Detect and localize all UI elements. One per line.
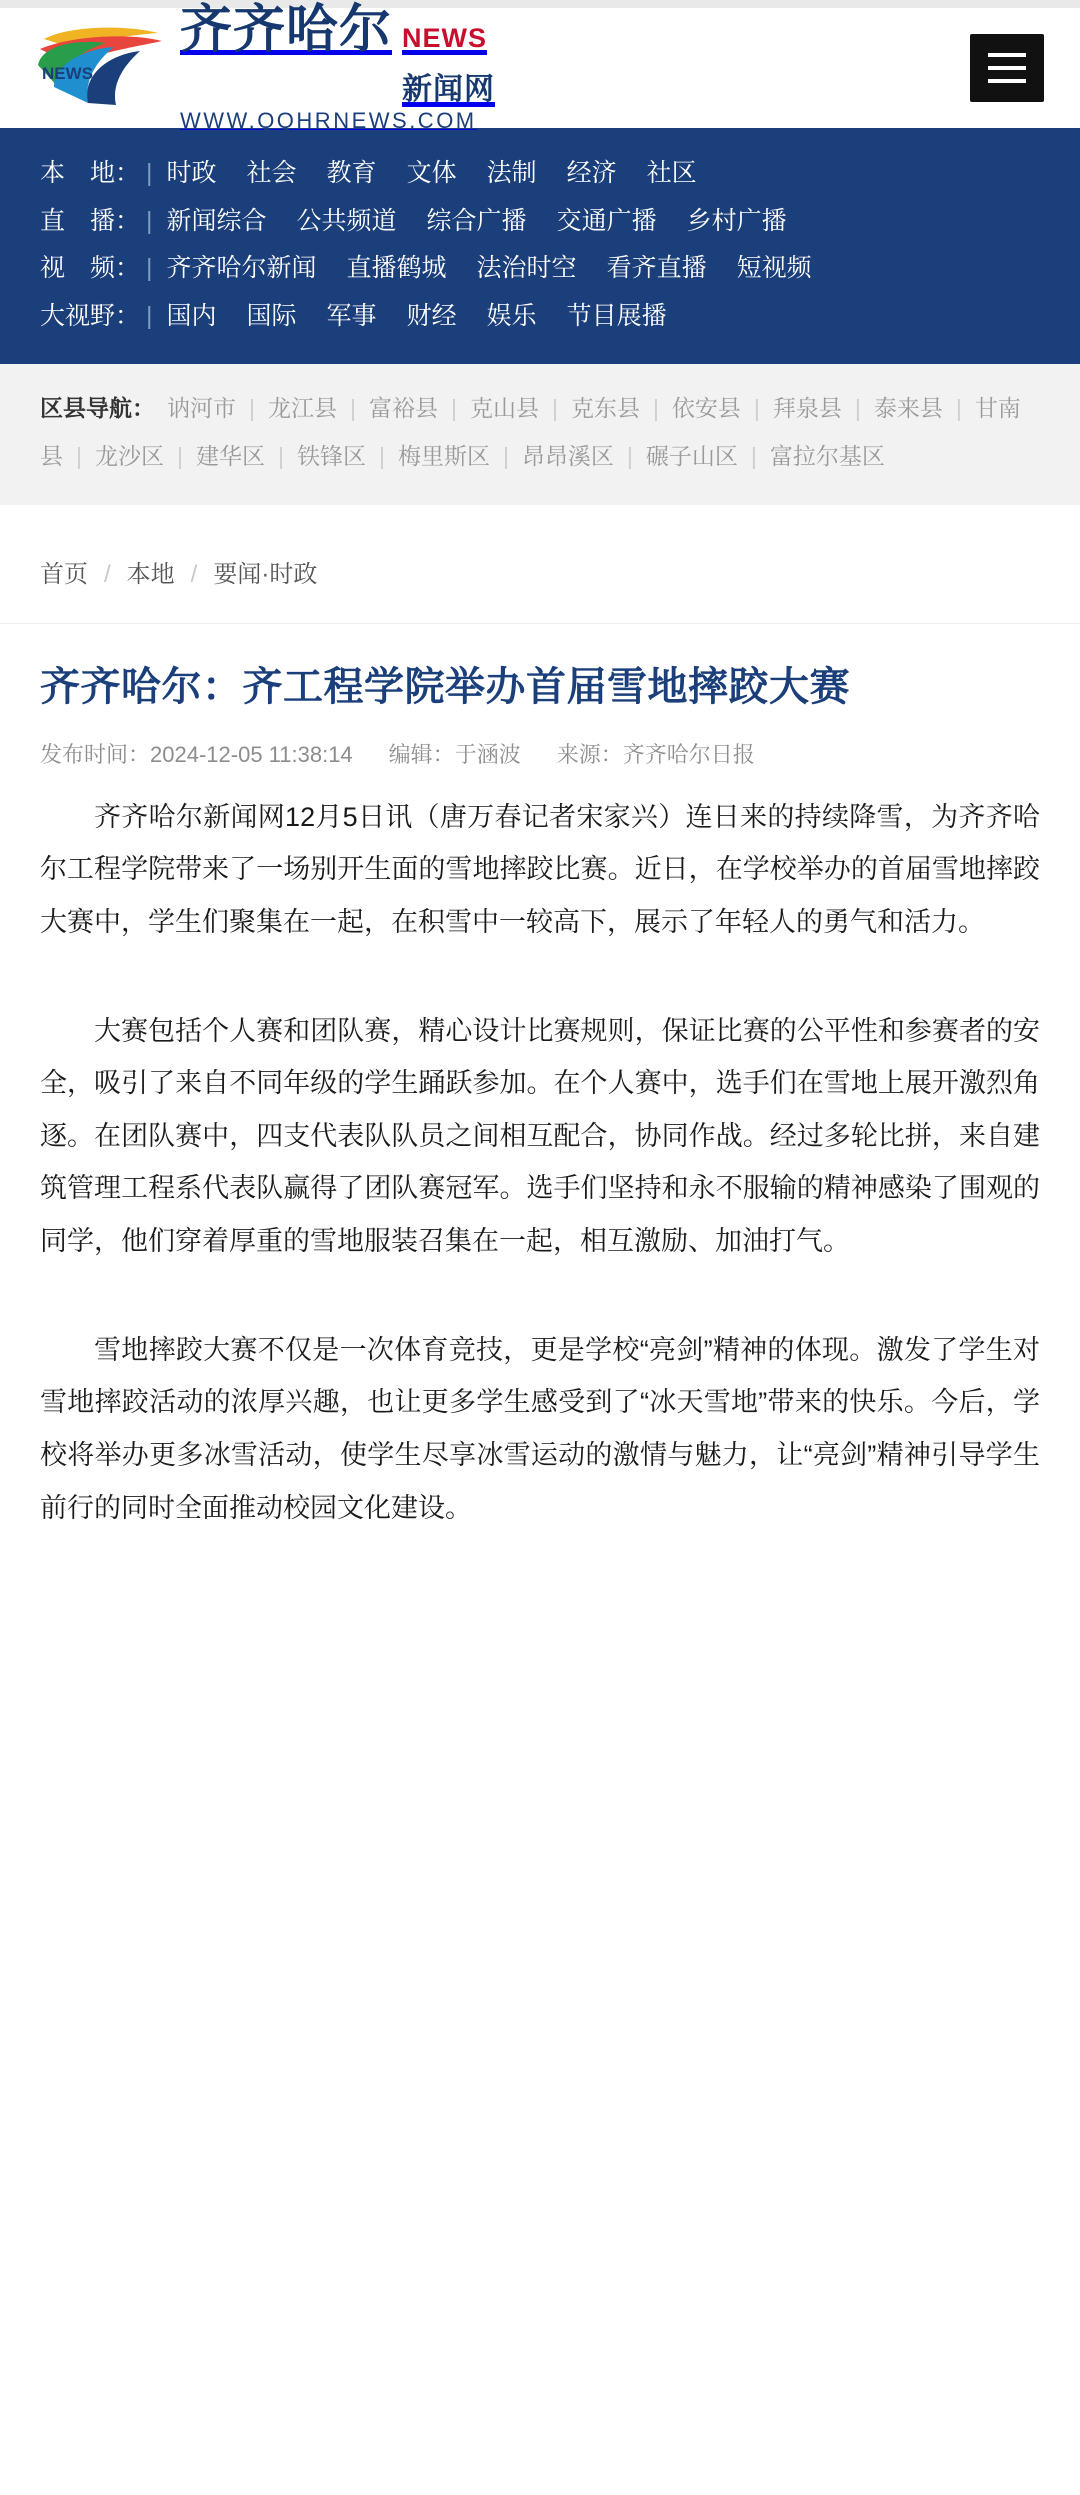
nav-item-wide-0[interactable]: 国内 [166,301,217,330]
nav-divider: | [146,301,153,330]
county-item-4[interactable]: 克东县 [570,395,640,421]
nav-label-live: 直 播： [40,206,141,235]
county-item-10[interactable]: 建华区 [195,443,265,470]
county-item-0[interactable]: 讷河市 [167,395,236,421]
nav-item-video-0[interactable]: 齐齐哈尔新闻 [166,254,317,282]
nav-row-wide [40,293,1040,341]
nav-item-local-0[interactable]: 时政 [166,159,217,187]
logo-news-cn: 新闻网 [402,72,496,106]
nav-item-live-0[interactable]: 新闻综合 [166,206,267,235]
nav-item-wide-4[interactable]: 娱乐 [486,301,537,330]
nav-item-local-3[interactable]: 文体 [406,159,457,187]
nav-divider: | [146,206,153,235]
article-meta [40,738,1040,769]
nav-item-live-1[interactable]: 公共频道 [296,206,397,235]
county-divider: | [955,395,962,421]
editor-label: 编辑： [388,741,455,767]
county-item-14[interactable]: 碾子山区 [645,443,738,470]
publish-time [40,738,353,769]
logo-news-en: NEWS [402,22,488,53]
nav-item-live-2[interactable]: 综合广播 [426,206,527,235]
source-label: 来源： [556,741,623,767]
article-paragraph: 大赛包括个人赛和团队赛，精心设计比赛规则，保证比赛的公平性和参赛者的安全，吸引了来自不同年级的学生踊跃参加。在个人赛中，选手们在雪地上展开激烈角逐。在团队赛中，四支代表队队员之间相互配合，协同作战。经过多轮比拼，来自建筑管理工程系代表队赢得了团队赛冠军。选手们坚持和永不服输的精神感染了围观的同学，他们穿着厚重的雪地服装召集在一起，相互激励、加油打气。 [40,1015,1040,1257]
county-divider: | [76,443,82,470]
breadcrumb-item-local[interactable]: 本地 [126,560,175,588]
county-divider: | [277,443,284,470]
county-navigation [0,364,1080,505]
nav-item-video-2[interactable]: 法治时空 [476,254,577,282]
nav-item-local-5[interactable]: 经济 [566,159,617,187]
county-divider: | [652,395,659,421]
nav-item-live-3[interactable]: 交通广播 [556,206,657,235]
county-item-9[interactable]: 龙沙区 [94,443,164,470]
county-item-7[interactable]: 泰来县 [873,395,943,421]
county-item-3[interactable]: 克山县 [469,395,539,421]
county-item-1[interactable]: 龙江县 [267,395,337,421]
hamburger-menu-icon[interactable] [970,34,1044,102]
editor-value: 于涵波 [454,741,521,767]
county-divider: | [249,395,255,421]
publish-time-value: 2024-12-05 11:38:14 [150,741,353,767]
source-value: 齐齐哈尔日报 [622,741,755,767]
nav-item-local-2[interactable]: 教育 [326,159,377,187]
county-divider: | [551,395,558,421]
nav-row-video [40,245,1040,293]
county-divider: | [502,443,509,470]
county-item-2[interactable]: 富裕县 [368,395,438,421]
breadcrumb-separator: / [104,560,111,588]
county-item-13[interactable]: 昂昂溪区 [521,443,614,470]
article-paragraph: 齐齐哈尔新闻网12月5日讯（唐万春记者宋家兴）连日来的持续降雪，为齐齐哈尔工程学院带来了一场别开生面的雪地摔跤比赛。近日，在学校举办的首届雪地摔跤大赛中，学生们聚集在一起，在积雪中一较高下，展示了年轻人的勇气和活力。 [40,801,1040,937]
main-navigation [0,128,1080,364]
nav-divider: | [146,159,153,187]
site-header [0,0,1080,133]
nav-row-local [40,150,1040,198]
nav-item-video-1[interactable]: 直播鹤城 [346,254,447,282]
logo-url: WWW.QQHRNEWS.COM [180,107,477,133]
logo-name: 齐齐哈尔 [180,0,393,59]
svg-text:NEWS: NEWS [42,64,93,83]
article-paragraph: 雪地摔跤大赛不仅是一次体育竞技，更是学校“亮剑”精神的体现。激发了学生对雪地摔跤活动的浓厚兴趣，也让更多学生感受到了“冰天雪地”带来的快乐。今后，学校将举办更多冰雪活动，使学生尽享冰雪运动的激情与魅力，让“亮剑”精神引导学生前行的同时全面推动校园文化建设。 [40,1334,1040,1523]
nav-item-wide-2[interactable]: 军事 [326,301,377,330]
nav-item-wide-1[interactable]: 国际 [246,301,297,330]
nav-item-video-3[interactable]: 看齐直播 [606,254,707,282]
nav-label-video: 视 频： [40,254,141,282]
county-item-12[interactable]: 梅里斯区 [397,443,490,470]
county-item-11[interactable]: 铁锋区 [296,443,366,470]
nav-item-video-4[interactable]: 短视频 [736,254,812,282]
nav-label-wide: 大视野： [40,301,141,330]
county-divider: | [626,443,633,470]
breadcrumb-separator: / [190,560,198,588]
county-divider: | [450,395,457,421]
county-divider: | [753,395,760,421]
county-divider: | [750,443,757,470]
nav-row-live [40,198,1040,246]
site-logo[interactable] [36,0,496,134]
county-divider: | [854,395,861,421]
county-divider: | [378,443,385,470]
logo-text [180,0,496,134]
county-nav-title: 区县导航： [40,395,155,421]
page-title: 齐齐哈尔：齐工程学院举办首届雪地摔跤大赛 [40,664,850,709]
nav-item-live-4[interactable]: 乡村广播 [686,206,787,235]
nav-label-local: 本 地： [40,159,141,187]
county-item-15[interactable]: 富拉尔基区 [769,443,885,470]
breadcrumb-item-home[interactable]: 首页 [40,560,88,588]
logo-swoosh-icon [36,25,176,111]
source [557,738,755,769]
nav-item-wide-5[interactable]: 节目展播 [566,301,667,330]
breadcrumb [0,505,1080,624]
county-item-5[interactable]: 依安县 [671,395,741,421]
county-item-6[interactable]: 拜泉县 [772,395,842,421]
county-divider: | [176,443,183,470]
publish-time-label: 发布时间： [40,741,151,767]
nav-item-wide-3[interactable]: 财经 [406,301,457,330]
nav-divider: | [146,254,153,282]
county-item-8[interactable]: 甘南县 [40,395,1021,470]
nav-item-local-6[interactable]: 社区 [646,159,697,187]
county-divider: | [349,395,356,421]
editor [389,738,521,769]
article [0,624,1080,1575]
nav-item-local-1[interactable]: 社会 [246,159,297,187]
breadcrumb-item-category[interactable]: 要闻·时政 [213,560,318,588]
nav-item-local-4[interactable]: 法制 [486,159,537,187]
